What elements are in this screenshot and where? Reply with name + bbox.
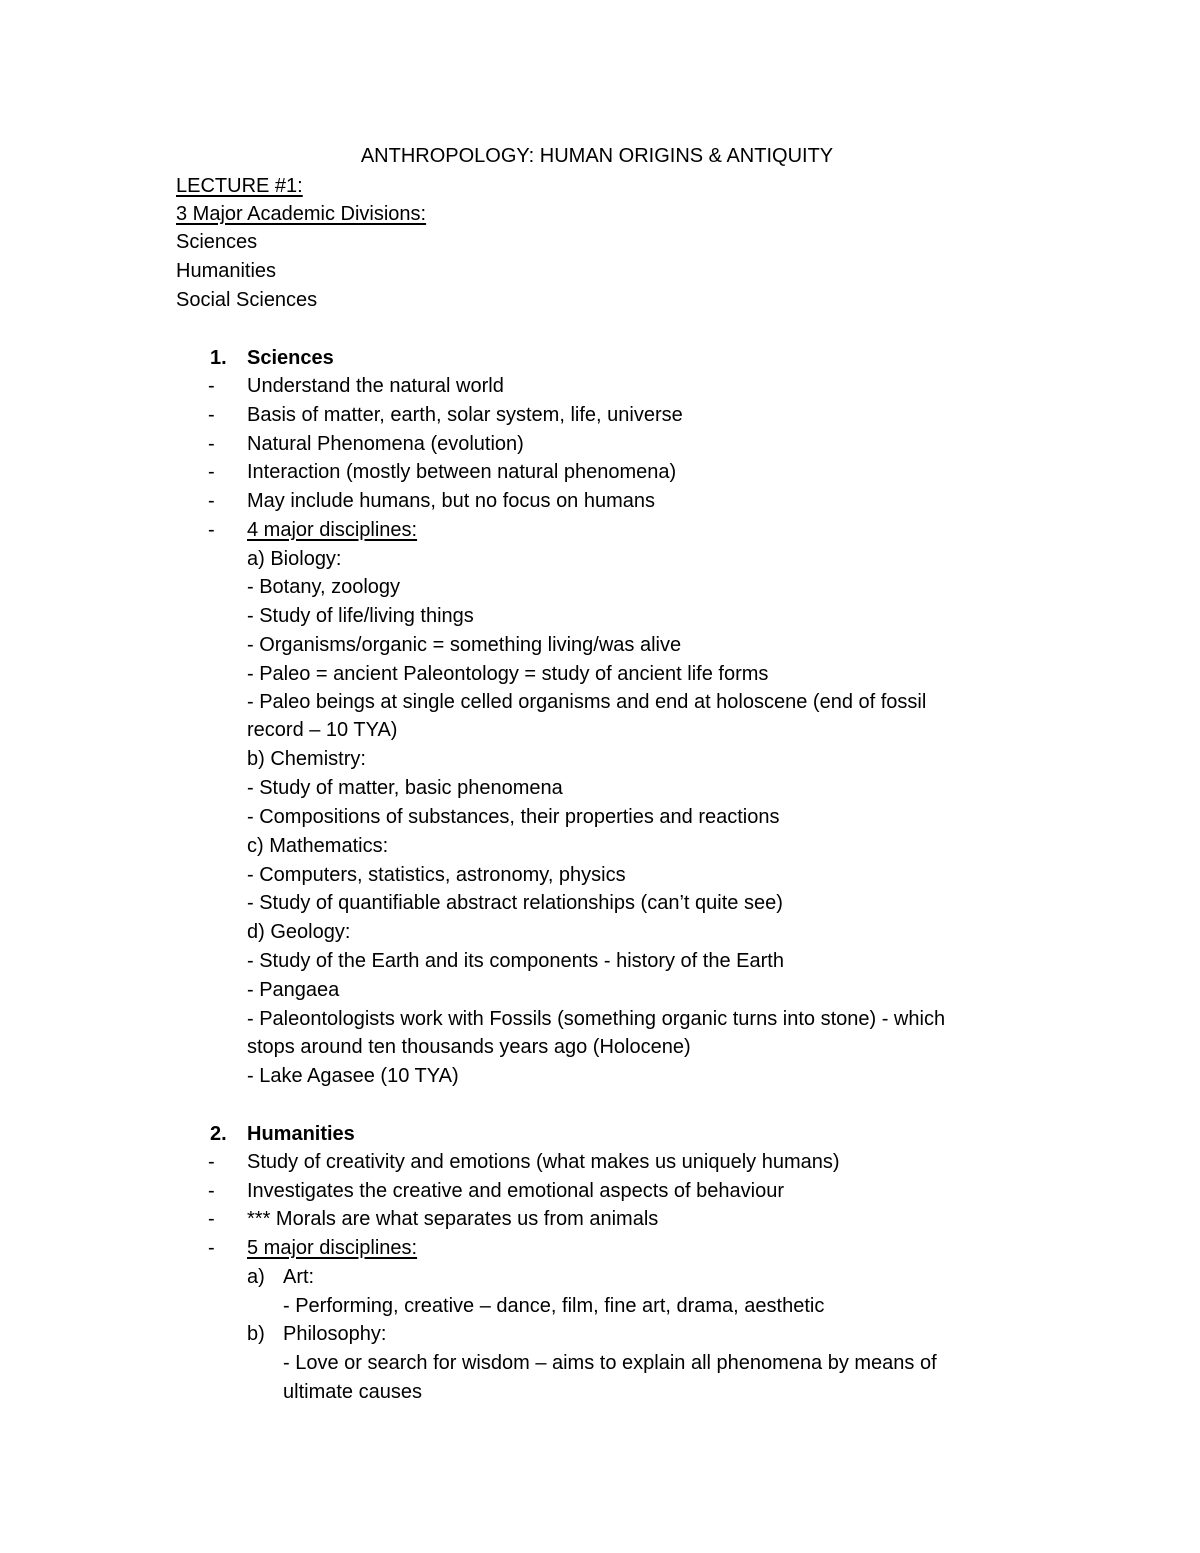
bullet-dash: -: [208, 1208, 215, 1230]
disciplines-heading: 4 major disciplines:: [247, 519, 418, 541]
bullet-item: Basis of matter, earth, solar system, life, universe: [247, 404, 683, 426]
sciences-line: - Computers, statistics, astronomy, physics: [247, 864, 626, 886]
bullet-dash: -: [208, 1180, 215, 1202]
sciences-line: - Paleontologists work with Fossils (something organic turns into stone) - which: [247, 1008, 946, 1030]
bullet-dash: -: [208, 490, 215, 512]
sciences-line: - Pangaea: [247, 979, 340, 1001]
divisions-heading: 3 Major Academic Divisions:: [176, 203, 427, 225]
sciences-line: - Paleo beings at single celled organisms and end at holoscene (end of fossil: [247, 691, 927, 713]
disciplines-heading: 5 major disciplines:: [247, 1237, 418, 1259]
bullet-dash: -: [208, 461, 215, 483]
bullet-item: Investigates the creative and emotional aspects of behaviour: [247, 1180, 784, 1202]
sciences-line: - Study of matter, basic phenomena: [247, 777, 563, 799]
discipline-label: Art:: [283, 1266, 315, 1288]
discipline-line: - Love or search for wisdom – aims to explain all phenomena by means of: [283, 1352, 937, 1374]
sciences-line: - Study of the Earth and its components - history of the Earth: [247, 950, 784, 972]
bullet-dash: -: [208, 1237, 215, 1259]
section-number: 2.: [210, 1123, 227, 1145]
sciences-line: a) Biology:: [247, 548, 342, 570]
section-heading-humanities: Humanities: [247, 1123, 355, 1145]
section-number: 1.: [210, 347, 227, 369]
bullet-dash: -: [208, 404, 215, 426]
bullet-item: May include humans, but no focus on humans: [247, 490, 656, 512]
sciences-line: stops around ten thousands years ago (Holocene): [247, 1036, 691, 1058]
bullet-dash: -: [208, 433, 215, 455]
sciences-line: c) Mathematics:: [247, 835, 389, 857]
list-letter: b): [247, 1323, 265, 1345]
bullet-item: Understand the natural world: [247, 375, 504, 397]
sciences-line: - Study of quantifiable abstract relationships (can’t quite see): [247, 892, 783, 914]
division-item: Sciences: [176, 231, 258, 253]
bullet-dash: -: [208, 1151, 215, 1173]
bullet-dash: -: [208, 375, 215, 397]
list-letter: a): [247, 1266, 265, 1288]
sciences-line: record – 10 TYA): [247, 719, 398, 741]
sciences-line: - Study of life/living things: [247, 605, 474, 627]
lecture-heading: LECTURE #1:: [176, 175, 303, 197]
document-title: ANTHROPOLOGY: HUMAN ORIGINS & ANTIQUITY: [360, 145, 834, 167]
sciences-line: d) Geology:: [247, 921, 351, 943]
division-item: Humanities: [176, 260, 277, 282]
sciences-line: - Compositions of substances, their properties and reactions: [247, 806, 780, 828]
discipline-label: Philosophy:: [283, 1323, 387, 1345]
bullet-dash: -: [208, 519, 215, 541]
discipline-line: - Performing, creative – dance, film, fine art, drama, aesthetic: [283, 1295, 825, 1317]
division-item: Social Sciences: [176, 289, 318, 311]
section-heading-sciences: Sciences: [247, 347, 334, 369]
bullet-item: Natural Phenomena (evolution): [247, 433, 524, 455]
sciences-line: - Lake Agasee (10 TYA): [247, 1065, 459, 1087]
sciences-line: - Organisms/organic = something living/was alive: [247, 634, 682, 656]
bullet-item: *** Morals are what separates us from animals: [247, 1208, 659, 1230]
sciences-line: - Botany, zoology: [247, 576, 401, 598]
sciences-line: b) Chemistry:: [247, 748, 366, 770]
discipline-line: ultimate causes: [283, 1381, 422, 1403]
bullet-item: Interaction (mostly between natural phenomena): [247, 461, 677, 483]
bullet-item: Study of creativity and emotions (what makes us uniquely humans): [247, 1151, 840, 1173]
sciences-line: - Paleo = ancient Paleontology = study of ancient life forms: [247, 663, 769, 685]
